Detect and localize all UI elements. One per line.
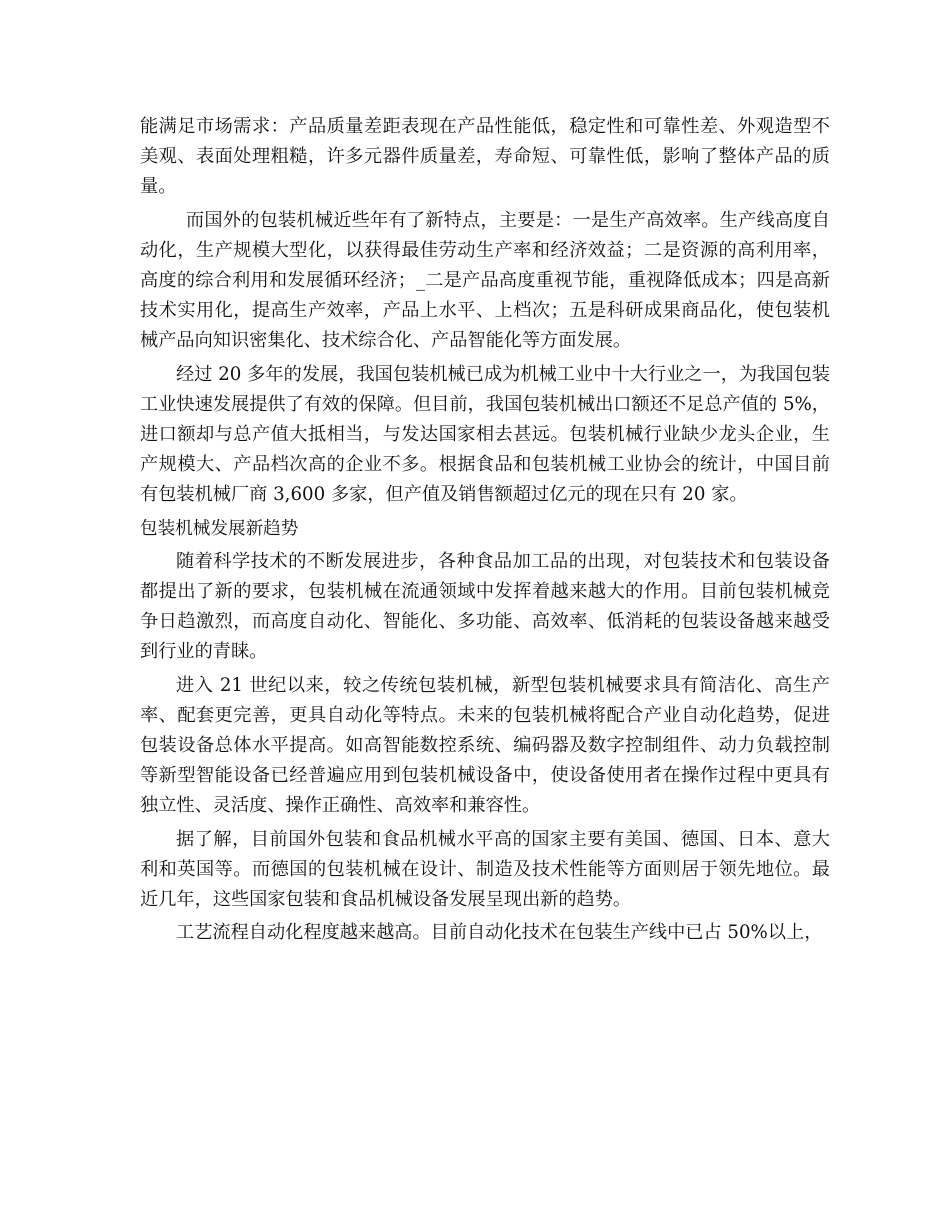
section-heading: 包装机械发展新趋势 xyxy=(140,518,299,539)
paragraph-new-requirements: 随着科学技术的不断发展进步，各种食品加工品的出现，对包装技术和包装设备都提出了新的要求，包装机械在流通领域中发挥着越来越大的作用。目前包装机械竞争日趋激烈，而高度自动化、智能化、多功能、高效率、低消耗的包装设备越来越受到行业的青睐。 xyxy=(140,550,830,663)
paragraph-foreign-features: 而国外的包装机械近些年有了新特点，主要是：一是生产高效率。生产线高度自动化，生产规模大型化，以获得最佳劳动生产率和经济效益；二是资源的高利用率，高度的综合利用和发展循环经济；_二是产品高度重视节能，重视降低成本；四是高新技术实用化，提高生产效率，产品上水平、上档次；五是科研成果商品化，使包装机械产品向知识密集化、技术综合化、产品智能化等方面发展。 xyxy=(140,209,830,352)
paragraph-leading-countries: 据了解，目前国外包装和食品机械水平高的国家主要有美国、德国、日本、意大利和英国等。而德国的包装机械在设计、制造及技术性能等方面则居于领先地位。最近几年，这些国家包装和食品机械设备发展呈现出新的趋势。 xyxy=(140,828,830,911)
paragraph-continuation: 能满足市场需求：产品质量差距表现在产品性能低，稳定性和可靠性差、外观造型不美观、表面处理粗糙，许多元器件质量差，寿命短、可靠性低，影响了整体产品的质量。 xyxy=(140,116,830,198)
paragraph-21st-century: 进入 21 世纪以来，较之传统包装机械，新型包装机械要求具有简洁化、高生产率、配套更完善，更具自动化等特点。未来的包装机械将配合产业自动化趋势，促进包装设备总体水平提高。如高智能数控系统、编码器及数字控制组件、动力负载控制等新型智能设备已经普遍应用到包装机械设备中，使设备使用者在操作过程中更具有独立性、灵活度、操作正确性、高效率和兼容性。 xyxy=(140,674,830,817)
paragraph-domestic-status: 经过 20 多年的发展，我国包装机械已成为机械工业中十大行业之一，为我国包装工业快速发展提供了有效的保障。但目前，我国包装机械出口额还不足总产值的 5%，进口额却与总产值大抵相当，与发达国家相去甚远。包装机械行业缺少龙头企业，生产规模大、产品档次高的企业不多。根据食品和包装机械工业协会的统计，中国目前有包装机械厂商 3,600 多家，但产值及销售额超过亿元的现在只有 20 家。 xyxy=(140,363,830,506)
paragraph-automation: 工艺流程自动化程度越来越高。目前自动化技术在包装生产线中已占 50%以上， xyxy=(176,922,823,944)
document-body xyxy=(140,112,830,951)
